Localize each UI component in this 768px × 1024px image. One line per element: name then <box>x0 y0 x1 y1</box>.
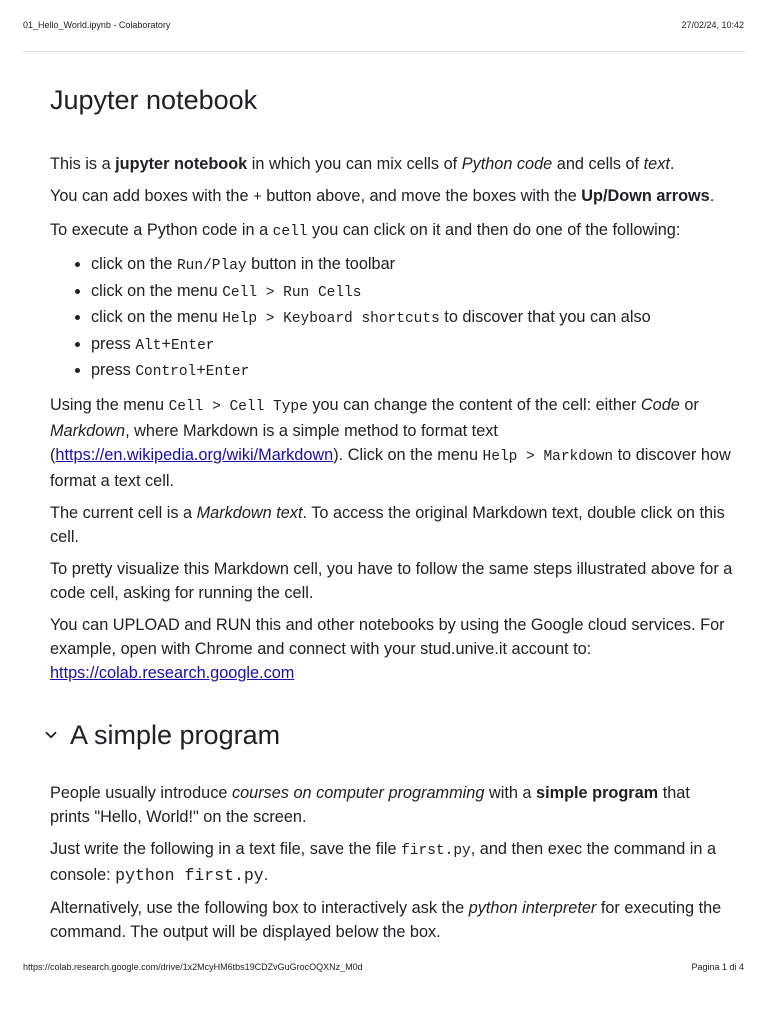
list-item: • press Control+Enter <box>91 358 734 385</box>
section-header-simple-program[interactable] <box>42 715 734 755</box>
pretty-visualize-paragraph: To pretty visualize this Markdown cell, you have to follow the same steps illustrated above for a code cell, asking for running the cell. <box>50 559 733 602</box>
document-title: 01_Hello_World.ipynb - Colaboratory <box>23 20 171 30</box>
markdown-wiki-link[interactable]: https://en.wikipedia.org/wiki/Markdown <box>55 445 334 464</box>
hello-world-paragraph: People usually introduce courses on computer programming with a simple program that prints "Hello, World!" on the screen. <box>50 783 690 826</box>
intro-paragraph: This is a jupyter notebook in which you can mix cells of Python code and cells of text. <box>50 155 675 173</box>
list-item: • click on the Run/Play button in the toolbar <box>91 252 734 279</box>
upload-run-paragraph: You can UPLOAD and RUN this and other notebooks by using the Google cloud services. For example, open with Chrome and connect with your stud.unive.it account to: https://colab.research.google.com <box>50 615 725 682</box>
notebook-title: Jupyter notebook <box>50 85 258 115</box>
list-item: • press Alt+Enter <box>91 332 734 359</box>
interpreter-paragraph: Alternatively, use the following box to interactively ask the python interpreter for executing the command. The output will be displayed below the box. <box>50 898 722 941</box>
header-divider <box>23 51 745 52</box>
page-number: Pagina 1 di 4 <box>691 962 744 972</box>
chevron-down-icon[interactable] <box>42 726 60 744</box>
markdown-cell-paragraph: The current cell is a Markdown text. To access the original Markdown text, double click on this cell. <box>50 503 725 546</box>
page-url: https://colab.research.google.com/drive/1x2McyHM6tbs19CDZvGuGrocOQXNz_M0d <box>23 962 363 972</box>
write-file-paragraph: Just write the following in a text file, save the file first.py, and then exec the command in a console: python first.py. <box>50 839 717 885</box>
cell-type-paragraph: Using the menu Cell > Cell Type you can change the content of the cell: either Code or Markdown, where Markdown is a simple method to format text (https://en.wikipedia.org/wiki/Markdown). Click on the menu Help > Markdown to discover how format a text cell. <box>50 395 731 490</box>
colab-link[interactable]: https://colab.research.google.com <box>50 663 295 682</box>
list-item: • click on the menu Help > Keyboard shortcuts to discover that you can also <box>91 305 734 332</box>
execute-steps-list <box>50 252 734 385</box>
section-title: A simple program <box>70 719 281 750</box>
notebook-content <box>50 80 734 952</box>
print-header <box>23 20 744 30</box>
print-datetime: 27/02/24, 10:42 <box>681 20 744 30</box>
add-boxes-paragraph: You can add boxes with the + button above, and move the boxes with the Up/Down arrows. <box>50 187 715 206</box>
execute-paragraph: To execute a Python code in a cell you can click on it and then do one of the following: <box>50 221 681 240</box>
print-footer <box>23 962 744 972</box>
list-item: • click on the menu Cell > Run Cells <box>91 279 734 306</box>
